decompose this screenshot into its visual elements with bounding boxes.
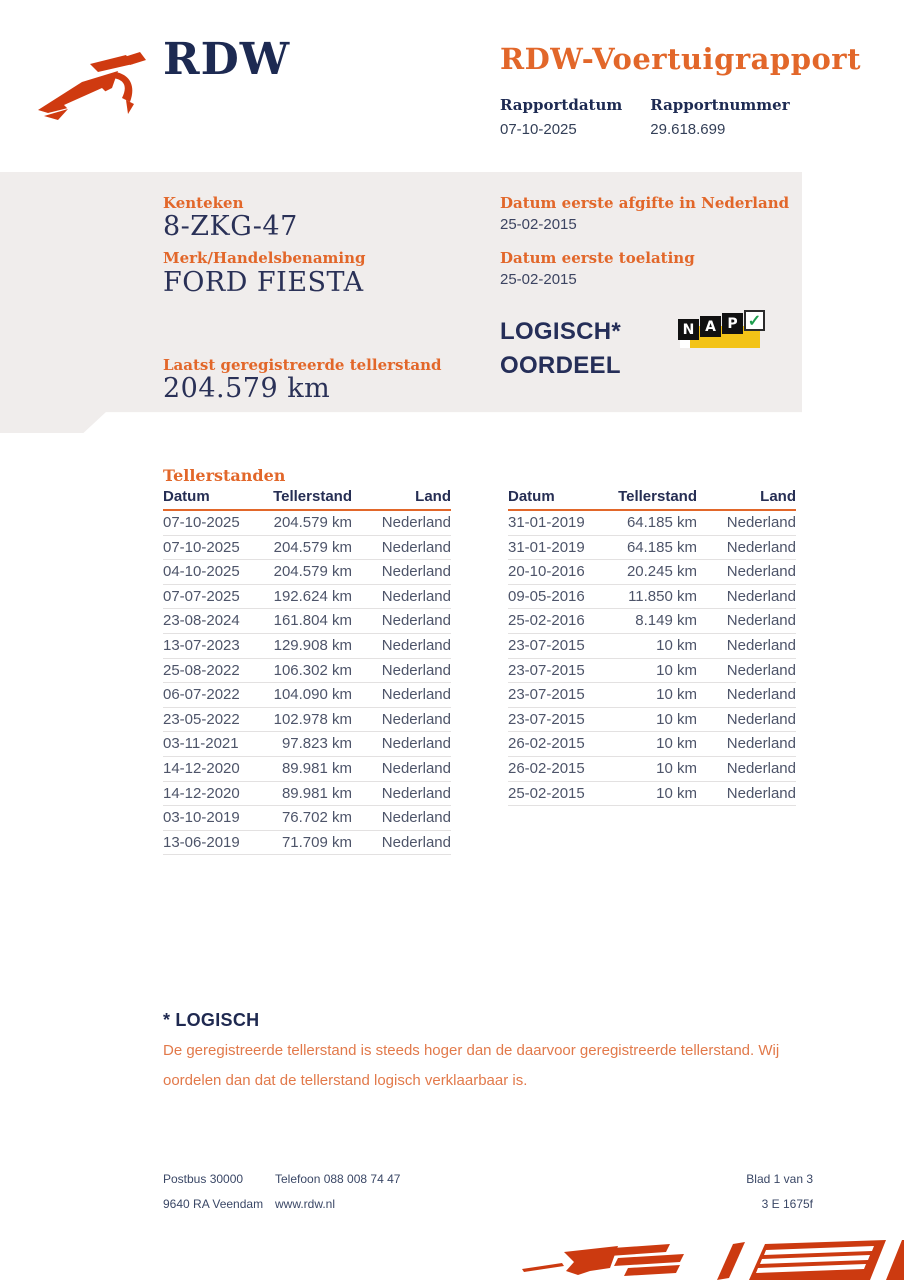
cell-datum: 07-07-2025 xyxy=(163,587,240,605)
cell-tellerstand: 10 km xyxy=(656,759,697,777)
table-row xyxy=(508,732,796,757)
table-row xyxy=(508,659,796,684)
cell-tellerstand: 76.702 km xyxy=(281,809,352,827)
logisch-note-heading xyxy=(163,1010,259,1031)
footer-page-number: Blad 1 van 3 xyxy=(746,1172,813,1186)
column-header-land: Land xyxy=(760,488,796,505)
cell-tellerstand: 204.579 km xyxy=(273,538,352,556)
table-row xyxy=(508,634,796,659)
cell-land: Nederland xyxy=(726,514,796,531)
cell-datum: 31-01-2019 xyxy=(508,514,585,531)
table-row xyxy=(508,757,796,782)
cell-land: Nederland xyxy=(381,612,451,630)
cell-land: Nederland xyxy=(726,612,796,630)
cell-land: Nederland xyxy=(381,710,451,728)
cell-datum: 20-10-2016 xyxy=(508,563,585,581)
cell-tellerstand: 64.185 km xyxy=(626,514,697,531)
tellerstanden-table-left xyxy=(163,488,451,855)
cell-land: Nederland xyxy=(726,661,796,679)
cell-datum: 26-02-2015 xyxy=(508,735,585,753)
afgifte-value: 25-02-2015 xyxy=(500,216,577,233)
cell-tellerstand: 161.804 km xyxy=(273,612,352,630)
table-row xyxy=(163,634,451,659)
cell-land: Nederland xyxy=(726,636,796,654)
table-row xyxy=(163,683,451,708)
footer-website: www.rdw.nl xyxy=(275,1197,336,1211)
toelating-value: 25-02-2015 xyxy=(500,271,577,288)
table-header xyxy=(508,488,796,511)
cell-datum: 14-12-2020 xyxy=(163,784,240,802)
report-number-block xyxy=(650,96,789,138)
cell-land: Nederland xyxy=(381,636,451,654)
cell-datum: 26-02-2015 xyxy=(508,759,585,777)
toelating-label: Datum eerste toelating xyxy=(500,249,695,267)
cell-land: Nederland xyxy=(381,784,451,802)
footnote-asterisk: * xyxy=(163,1010,171,1030)
table-header xyxy=(163,488,451,511)
rdw-speed-stripes-graphic xyxy=(514,1238,904,1280)
table-row xyxy=(508,683,796,708)
nap-letter-a: A xyxy=(700,316,721,337)
cell-land: Nederland xyxy=(381,514,451,531)
footer-phone: Telefoon 088 008 74 47 xyxy=(275,1172,401,1186)
cell-tellerstand: 10 km xyxy=(656,784,697,802)
cell-land: Nederland xyxy=(726,686,796,704)
footer-doc-code: 3 E 1675f xyxy=(761,1197,813,1211)
table-row xyxy=(163,609,451,634)
cell-datum: 25-02-2016 xyxy=(508,612,585,630)
cell-tellerstand: 97.823 km xyxy=(281,735,352,753)
table-row xyxy=(163,536,451,561)
merk-label: Merk/Handelsbenaming xyxy=(163,249,366,267)
cell-tellerstand: 204.579 km xyxy=(273,563,352,581)
cell-tellerstand: 71.709 km xyxy=(281,833,352,851)
kenteken-value: 8-ZKG-47 xyxy=(163,211,298,242)
cell-land: Nederland xyxy=(726,759,796,777)
cell-tellerstand: 10 km xyxy=(656,661,697,679)
cell-tellerstand: 64.185 km xyxy=(626,538,697,556)
cell-tellerstand: 89.981 km xyxy=(281,759,352,777)
nap-checkmark-icon: ✓ xyxy=(744,310,765,331)
tellerstanden-table-right xyxy=(508,488,796,806)
cell-land: Nederland xyxy=(381,587,451,605)
cell-datum: 23-07-2015 xyxy=(508,710,585,728)
nap-letter-p: P xyxy=(722,313,743,334)
table-row xyxy=(163,560,451,585)
table-row xyxy=(508,708,796,733)
table-row xyxy=(508,511,796,536)
report-number-label: Rapportnummer xyxy=(650,96,790,114)
table-row xyxy=(508,609,796,634)
table-row xyxy=(163,659,451,684)
cell-datum: 25-02-2015 xyxy=(508,784,585,802)
nap-letter-n: N xyxy=(678,319,699,340)
tellerstanden-section-title: Tellerstanden xyxy=(163,466,286,485)
column-header-datum: Datum xyxy=(163,488,210,505)
table-row xyxy=(163,585,451,610)
rdw-logo-text: RDW xyxy=(163,34,291,85)
cell-tellerstand: 102.978 km xyxy=(273,710,352,728)
afgifte-label: Datum eerste afgifte in Nederland xyxy=(500,194,790,212)
cell-datum: 23-05-2022 xyxy=(163,710,240,728)
rdw-feather-logo-icon xyxy=(34,48,166,124)
table-row xyxy=(163,511,451,536)
report-date-block xyxy=(500,96,622,138)
cell-land: Nederland xyxy=(381,563,451,581)
cell-datum: 04-10-2025 xyxy=(163,563,240,581)
table-row xyxy=(163,831,451,856)
cell-land: Nederland xyxy=(381,809,451,827)
cell-tellerstand: 204.579 km xyxy=(273,514,352,531)
report-meta xyxy=(500,96,790,138)
cell-land: Nederland xyxy=(726,538,796,556)
cell-land: Nederland xyxy=(381,538,451,556)
table-row xyxy=(163,708,451,733)
cell-land: Nederland xyxy=(381,735,451,753)
oordeel-line2: OORDEEL xyxy=(500,352,621,379)
cell-datum: 13-06-2019 xyxy=(163,833,240,851)
cell-tellerstand: 89.981 km xyxy=(281,784,352,802)
cell-tellerstand: 129.908 km xyxy=(273,636,352,654)
cell-land: Nederland xyxy=(726,587,796,605)
cell-tellerstand: 8.149 km xyxy=(635,612,697,630)
merk-value: FORD FIESTA xyxy=(163,267,364,298)
cell-datum: 14-12-2020 xyxy=(163,759,240,777)
cell-datum: 23-07-2015 xyxy=(508,661,585,679)
cell-datum: 07-10-2025 xyxy=(163,538,240,556)
report-date-value: 07-10-2025 xyxy=(500,121,577,138)
report-number-value: 29.618.699 xyxy=(650,121,726,138)
cell-tellerstand: 10 km xyxy=(656,735,697,753)
cell-tellerstand: 10 km xyxy=(656,636,697,654)
cell-land: Nederland xyxy=(381,661,451,679)
column-header-datum: Datum xyxy=(508,488,555,505)
footer-postbus: Postbus 30000 xyxy=(163,1172,244,1186)
document-title: RDW-Voertuigrapport xyxy=(500,42,861,76)
table-row xyxy=(163,732,451,757)
cell-land: Nederland xyxy=(726,735,796,753)
cell-datum: 31-01-2019 xyxy=(508,538,585,556)
cell-datum: 25-08-2022 xyxy=(163,661,240,679)
cell-datum: 23-08-2024 xyxy=(163,612,240,630)
cell-tellerstand: 20.245 km xyxy=(626,563,697,581)
cell-tellerstand: 11.850 km xyxy=(628,587,697,605)
nap-logo xyxy=(678,310,766,354)
oordeel-verdict xyxy=(500,315,621,383)
oordeel-line1: LOGISCH* xyxy=(500,318,622,345)
table-row xyxy=(508,560,796,585)
cell-tellerstand: 10 km xyxy=(656,710,697,728)
cell-datum: 13-07-2023 xyxy=(163,636,240,654)
cell-datum: 03-10-2019 xyxy=(163,809,240,827)
kenteken-label: Kenteken xyxy=(163,194,244,212)
cell-tellerstand: 106.302 km xyxy=(273,661,352,679)
logisch-heading-text: LOGISCH xyxy=(175,1010,260,1030)
table-row xyxy=(508,782,796,807)
cell-tellerstand: 192.624 km xyxy=(273,587,352,605)
cell-land: Nederland xyxy=(726,563,796,581)
cell-land: Nederland xyxy=(381,686,451,704)
table-body xyxy=(508,511,796,806)
cell-datum: 03-11-2021 xyxy=(163,735,239,753)
cell-tellerstand: 10 km xyxy=(656,686,697,704)
cell-datum: 09-05-2016 xyxy=(508,587,585,605)
cell-datum: 23-07-2015 xyxy=(508,686,585,704)
cell-land: Nederland xyxy=(726,710,796,728)
laatste-tellerstand-label: Laatst geregistreerde tellerstand xyxy=(163,356,442,374)
cell-land: Nederland xyxy=(726,784,796,802)
table-row xyxy=(508,585,796,610)
cell-datum: 23-07-2015 xyxy=(508,636,585,654)
laatste-tellerstand-value: 204.579 km xyxy=(163,373,331,404)
cell-land: Nederland xyxy=(381,833,451,851)
cell-land: Nederland xyxy=(381,759,451,777)
cell-tellerstand: 104.090 km xyxy=(273,686,352,704)
cell-datum: 07-10-2025 xyxy=(163,514,240,531)
footer-city: 9640 RA Veendam xyxy=(163,1197,264,1211)
table-row xyxy=(163,782,451,807)
logisch-note-text: De geregistreerde tellerstand is steeds hoger dan de daarvoor geregistreerde tellerstand. Wij oordelen dan dat de tellerstand logisch verklaarbaar is. xyxy=(163,1042,780,1089)
report-date-label: Rapportdatum xyxy=(500,96,623,114)
column-header-tellerstand: Tellerstand xyxy=(618,488,697,505)
column-header-land: Land xyxy=(415,488,451,505)
table-row xyxy=(163,806,451,831)
table-row xyxy=(163,757,451,782)
column-header-tellerstand: Tellerstand xyxy=(273,488,352,505)
table-body xyxy=(163,511,451,855)
table-row xyxy=(508,536,796,561)
cell-datum: 06-07-2022 xyxy=(163,686,240,704)
